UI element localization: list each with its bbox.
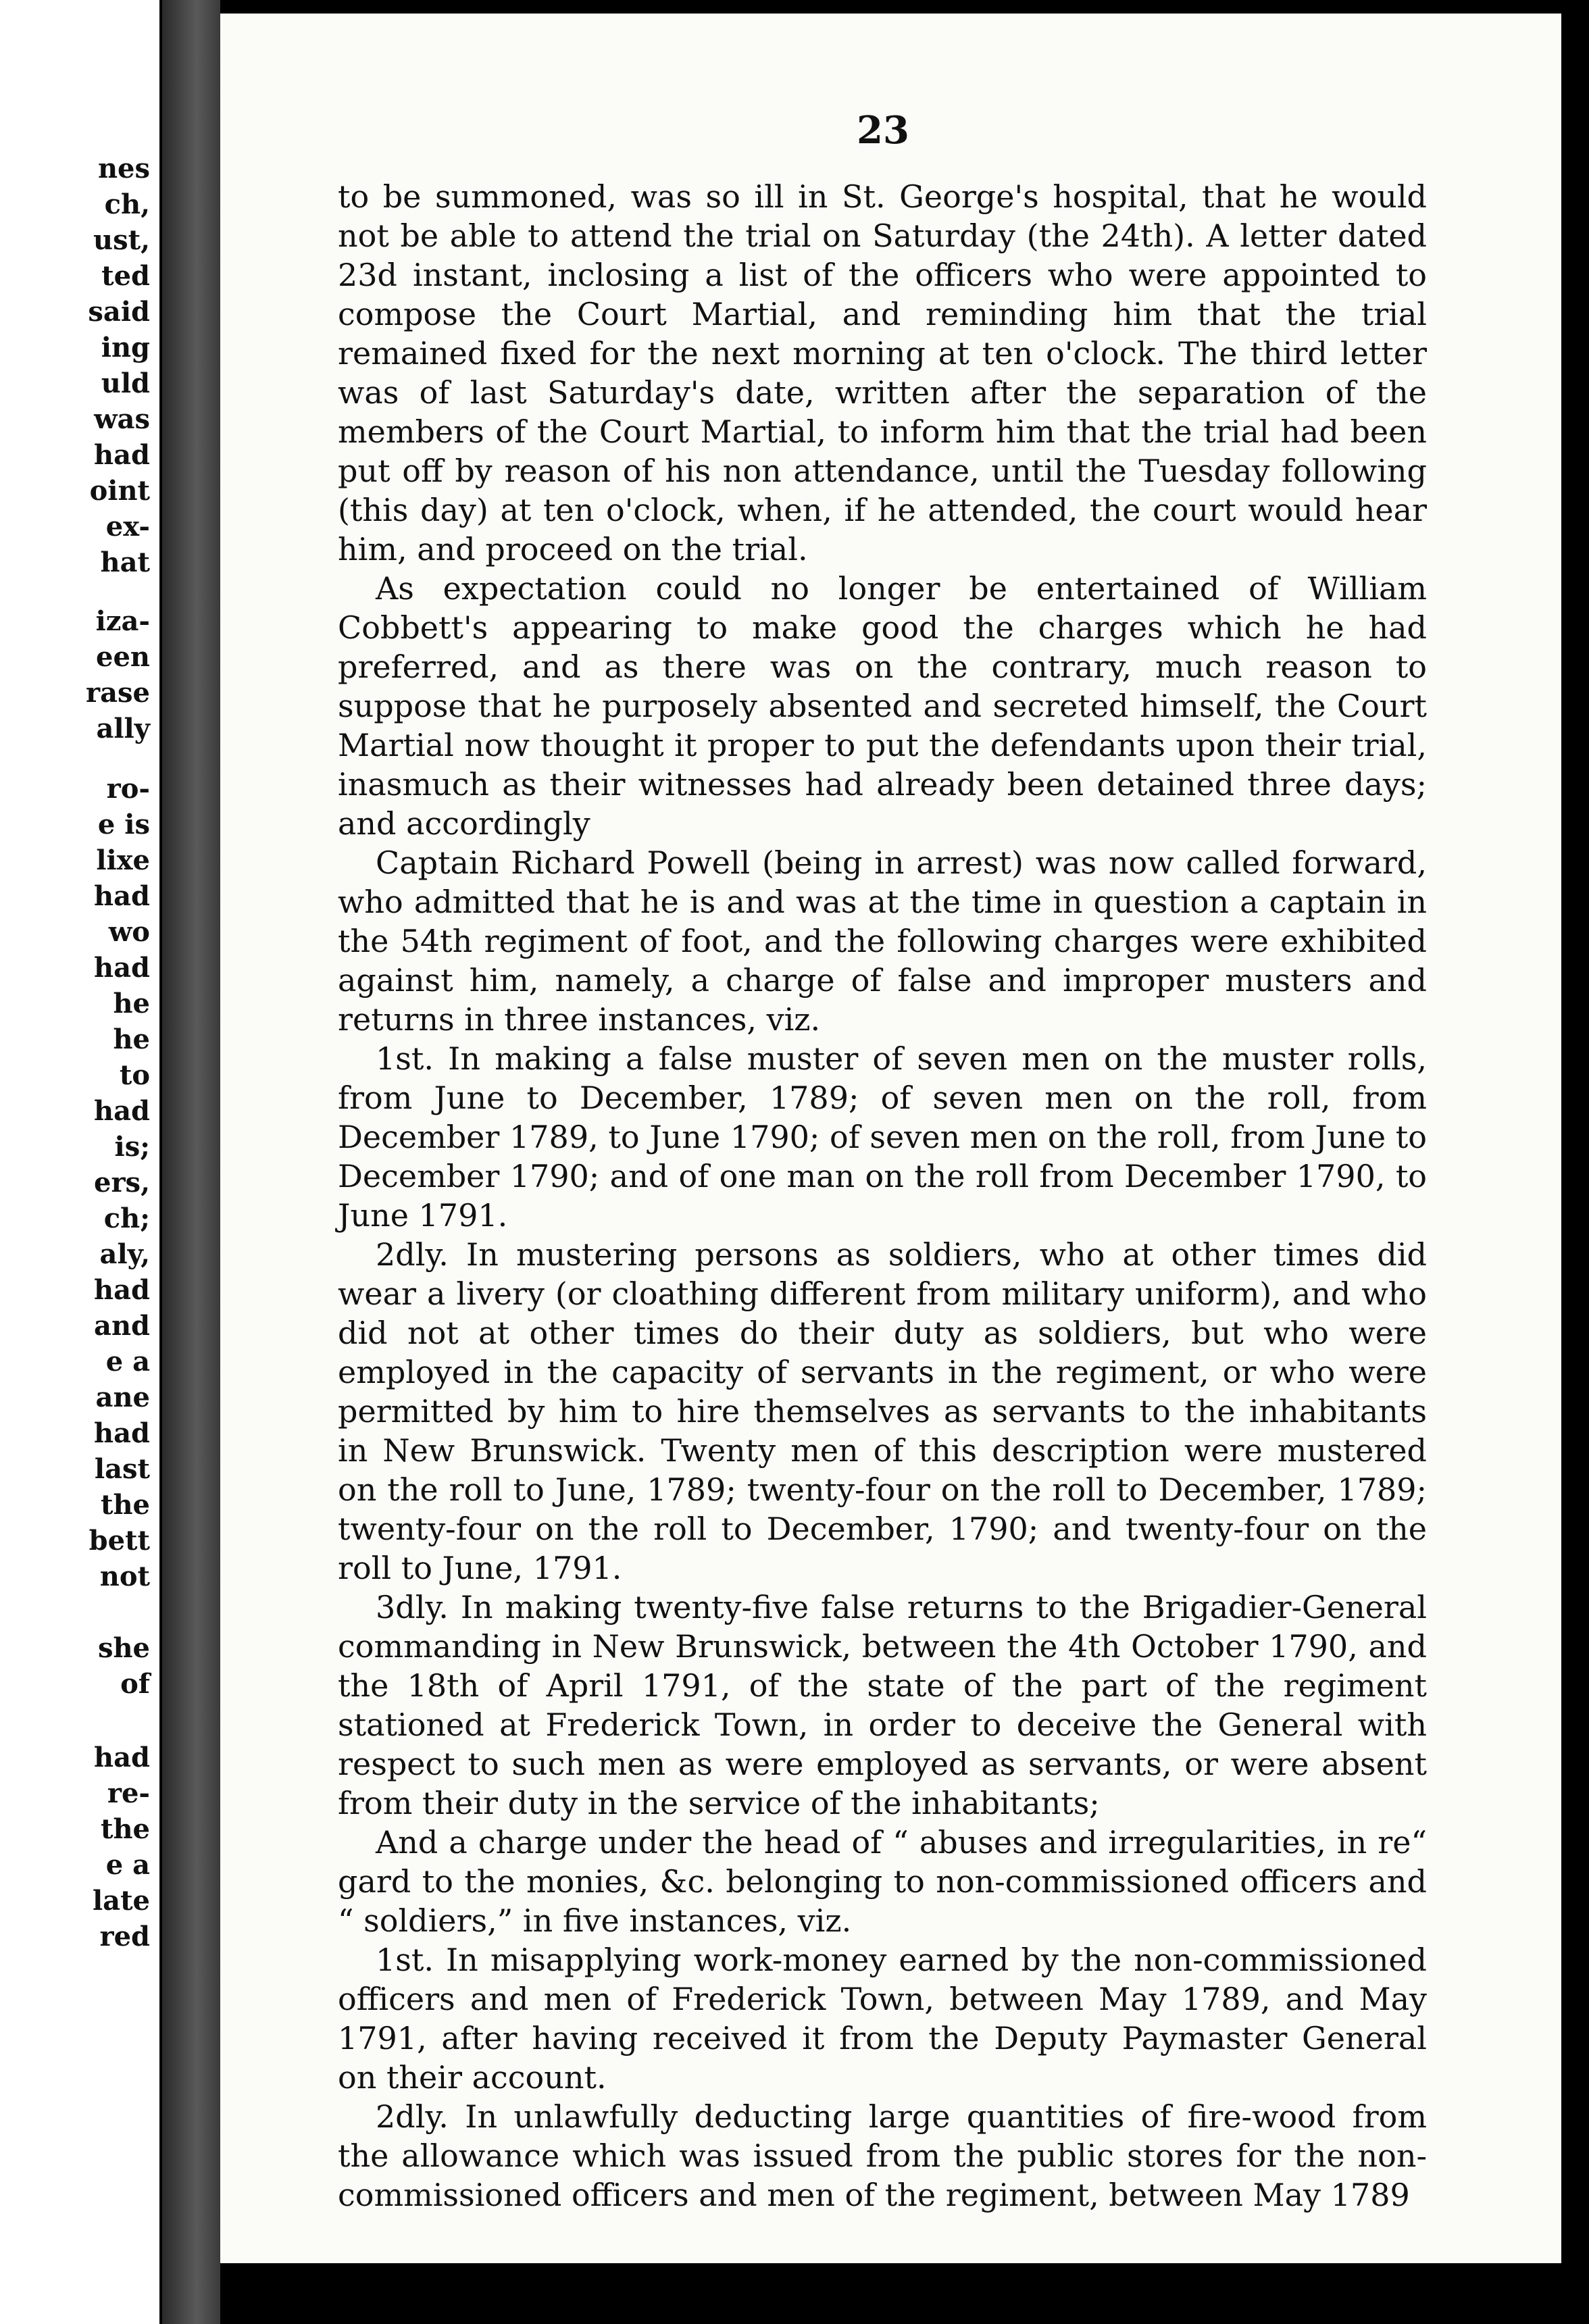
margin-fragment: had bbox=[94, 880, 150, 912]
margin-fragment: re- bbox=[107, 1777, 150, 1809]
margin-fragment: to bbox=[119, 1059, 150, 1091]
margin-fragment: ch, bbox=[104, 188, 150, 220]
margin-fragment: een bbox=[96, 641, 150, 673]
paragraph: 1st. In making a false muster of seven men on the muster rolls, from June to December, 1789; of seven men on the roll, from December 1789, to June 1790; of seven men on the roll, from June to December 1790; and of one man on the roll from December 1790, to June 1791. bbox=[338, 1040, 1427, 1234]
margin-fragment: lixe bbox=[96, 844, 150, 876]
margin-fragment: ers, bbox=[94, 1167, 150, 1198]
paragraph: And a charge under the head of “ abuses and irregularities, in re“ gard to the monies, &c. belonging to non-commissioned officers and “ soldiers,” in five instances, viz. bbox=[338, 1824, 1427, 1939]
margin-fragment: ex- bbox=[105, 511, 150, 542]
margin-fragment: said bbox=[88, 296, 150, 328]
margin-fragment: e a bbox=[105, 1346, 150, 1378]
margin-fragment: last bbox=[94, 1453, 150, 1485]
margin-fragment: ust, bbox=[93, 224, 150, 256]
margin-fragment: had bbox=[94, 952, 150, 984]
margin-fragment: he bbox=[113, 1024, 150, 1055]
paragraph: 2dly. In mustering persons as soldiers, who at other times did wear a livery (or cloathing different from military uniform), and who did not at other times do their duty as soldiers, but who were employed in the capacity of servants in the regiment, or who were permitted by him to hire themselves as servants to the inhabitants in New Brunswick. Twenty men of this description were mustered on the roll to June, 1789; twenty-four on the roll to December, 1789; twenty-four on the roll to December, 1790; and twenty-four on the roll to June, 1791. bbox=[338, 1236, 1427, 1586]
margin-fragment: ch; bbox=[103, 1203, 150, 1234]
margin-fragment: ro- bbox=[106, 773, 150, 805]
margin-fragment: red bbox=[99, 1921, 150, 1952]
margin-fragment: wo bbox=[108, 916, 150, 948]
margin-fragment: had bbox=[94, 1274, 150, 1306]
margin-fragment: ally bbox=[96, 713, 150, 744]
margin-fragment: is; bbox=[114, 1131, 150, 1163]
margin-fragment: iza- bbox=[95, 605, 150, 637]
margin-fragment: aly, bbox=[99, 1238, 150, 1270]
margin-fragment: uld bbox=[101, 368, 150, 399]
margin-fragment: not bbox=[99, 1561, 150, 1592]
paragraph: 1st. In misapplying work-money earned by the non-commissioned officers and men of Frederick Town, between May 1789, and May 1791, after having received it from the Deputy Paymaster General on their account. bbox=[338, 1942, 1427, 2096]
paragraph: 3dly. In making twenty-five false returns to the Brigadier-General commanding in New Brunswick, between the 4th October 1790, and the 18th of April 1791, of the state of the part of the regiment stationed at Frederick Town, in order to deceive the General with respect to such men as were employed as servants, or were absent from their duty in the service of the inhabitants; bbox=[338, 1589, 1427, 1821]
page-number: 23 bbox=[857, 108, 909, 153]
margin-fragment: ane bbox=[95, 1382, 150, 1413]
margin-fragment: of bbox=[120, 1668, 150, 1700]
margin-fragment: ing bbox=[101, 332, 150, 363]
margin-fragment: had bbox=[94, 439, 150, 471]
margin-fragment: e a bbox=[105, 1849, 150, 1881]
margin-fragment: the bbox=[100, 1489, 150, 1521]
margin-fragment: oint bbox=[89, 475, 150, 507]
paragraph: Captain Richard Powell (being in arrest) was now called forward, who admitted that he is and was at the time in question a captain in the 54th regiment of foot, and the following charges were exhibited against him, namely, a charge of false and improper musters and returns in three instances, viz. bbox=[338, 844, 1427, 1038]
margin-fragment: and bbox=[94, 1310, 150, 1342]
margin-fragment: had bbox=[94, 1417, 150, 1449]
margin-fragment: late bbox=[92, 1885, 150, 1917]
margin-fragment: bett bbox=[89, 1525, 150, 1557]
page-body-text bbox=[338, 177, 1427, 2215]
margin-fragment: had bbox=[94, 1742, 150, 1773]
margin-fragment: was bbox=[94, 403, 150, 435]
margin-fragment: he bbox=[113, 988, 150, 1019]
margin-fragment: the bbox=[100, 1813, 150, 1845]
facing-page-margin bbox=[0, 0, 159, 2324]
paragraph: to be summoned, was so ill in St. George's hospital, that he would not be able to attend the trial on Saturday (the 24th). A letter dated 23d instant, inclosing a list of the officers who were appointed to compose the Court Martial, and reminding him that the trial remained fixed for the next morning at ten o'clock. The third letter was of last Saturday's date, written after the separation of the members of the Court Martial, to inform him that the trial had been put off by reason of his non attendance, until the Tuesday following (this day) at ten o'clock, when, if he attended, the court would hear him, and proceed on the trial. bbox=[338, 178, 1427, 567]
margin-fragment: had bbox=[94, 1095, 150, 1127]
paragraph: As expectation could no longer be entertained of William Cobbett's appearing to make good the charges which he had preferred, and as there was on the contrary, much reason to suppose that he purposely absented and secreted himself, the Court Martial now thought it proper to put the defendants upon their trial, inasmuch as their witnesses had already been detained three days; and accordingly bbox=[338, 570, 1427, 842]
page-spine-shadow bbox=[162, 0, 220, 2324]
margin-fragment: she bbox=[97, 1632, 150, 1664]
margin-fragment: ted bbox=[101, 260, 150, 292]
margin-fragment: nes bbox=[97, 153, 150, 184]
margin-fragment: e is bbox=[97, 809, 150, 840]
margin-fragment: rase bbox=[86, 677, 150, 709]
paragraph: 2dly. In unlawfully deducting large quantities of fire-wood from the allowance which was issued from the public stores for the non-commissioned officers and men of the regiment, between May 1789 bbox=[338, 2098, 1427, 2213]
margin-fragment: hat bbox=[100, 547, 150, 578]
